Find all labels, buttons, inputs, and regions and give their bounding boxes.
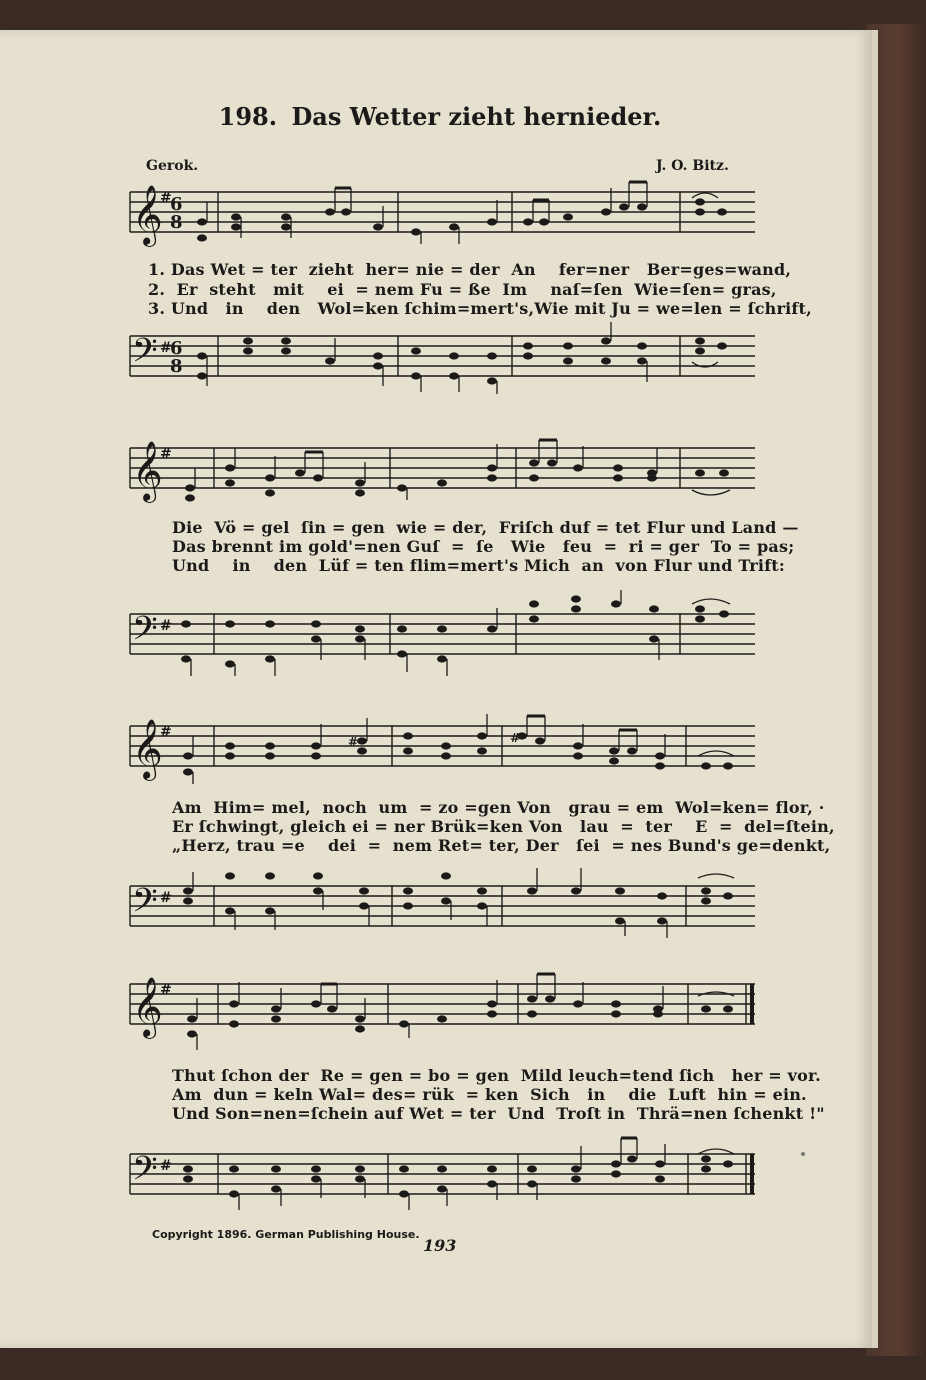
lyric-line: Und in den Lüf = ten flim=mert's Mich an von Flur und Trift: xyxy=(172,556,785,575)
svg-text:𝄢: 𝄢 xyxy=(132,332,158,378)
lyric-line: Die Vö = gel ſin = gen wie = der, Friſch duf = tet Flur und Land — xyxy=(172,518,799,537)
lyric-line: Thut ſchon der Re = gen = bo = gen Mild leuch=tend ſich her = vor. xyxy=(172,1066,821,1085)
svg-text:8: 8 xyxy=(170,356,183,377)
lyric-line: Und Son=nen=ſchein auf Wet = ter Und Troſt in Thrä=nen ſchenkt !" xyxy=(172,1104,825,1123)
svg-text:𝄞: 𝄞 xyxy=(132,977,163,1037)
lyric-line: Am dun = keln Wal= des= rük = ken Sich in die Luft hin = ein. xyxy=(172,1085,807,1104)
svg-text:#: # xyxy=(160,618,172,634)
svg-text:6: 6 xyxy=(170,194,183,215)
bass-staff-3 xyxy=(120,864,760,954)
text-author: Gerok. xyxy=(146,158,199,174)
svg-text:#: # xyxy=(160,890,172,906)
svg-text:𝄢: 𝄢 xyxy=(132,610,158,656)
svg-text:𝄢: 𝄢 xyxy=(132,1150,158,1196)
copyright-notice: Copyright 1896. German Publishing House. xyxy=(152,1228,420,1241)
svg-text:𝄢: 𝄢 xyxy=(132,882,158,928)
svg-text:#: # xyxy=(510,731,521,745)
music-author: J. O. Bitz. xyxy=(656,158,729,174)
svg-text:𝄞: 𝄞 xyxy=(132,185,163,245)
treble-staff-2 xyxy=(120,434,760,514)
svg-text:#: # xyxy=(348,735,359,749)
hymn-number: 198. xyxy=(218,102,278,131)
page-number: 193 xyxy=(423,1236,457,1255)
hymn-title xyxy=(0,102,880,131)
treble-staff-3 xyxy=(120,712,760,792)
bass-staff-4 xyxy=(120,1130,760,1220)
hymn-title-text: Das Wetter zieht hernieder. xyxy=(291,102,662,131)
svg-text:#: # xyxy=(160,982,172,998)
lyric-line: Am Him= mel, noch um = zo =gen Von grau = em Wol=ken= flor, · xyxy=(172,798,825,817)
svg-text:#: # xyxy=(160,446,172,462)
lyric-line: „Herz, trau =e dei = nem Ret= ter, Der ſei = nes Bund's ge=denkt, xyxy=(172,836,831,855)
lyric-line: 3. Und in den Wol=ken ſchim=mert's,Wie mit Ju = we=len = ſchrift, xyxy=(148,299,812,318)
svg-text:𝄞: 𝄞 xyxy=(132,441,163,501)
lyric-line: Das brennt im gold'=nen Guſ = ſe Wie feu = ri = ger To = pas; xyxy=(172,537,795,556)
lyric-line: Er ſchwingt, gleich ei = ner Brük=ken Von lau = ter E = del=ſtein, xyxy=(172,817,835,836)
svg-text:8: 8 xyxy=(170,212,183,233)
svg-text:#: # xyxy=(160,340,172,356)
svg-text:#: # xyxy=(160,724,172,740)
lyric-line: 1. Das Wet = ter zieht her= nie = der An fer=ner Ber=ges=wand, xyxy=(148,260,792,279)
treble-staff-4 xyxy=(120,966,760,1056)
svg-text:6: 6 xyxy=(170,338,183,359)
svg-text:𝄞: 𝄞 xyxy=(132,719,163,779)
bass-staff-2 xyxy=(120,590,760,680)
lyric-line: 2. Er steht mit ei = nem Fu = ße Im naſ=ſen Wie=ſen= gras, xyxy=(148,280,777,299)
paper-speck xyxy=(801,1152,805,1156)
treble-staff-1 xyxy=(120,178,760,258)
svg-text:#: # xyxy=(160,190,172,206)
bass-staff-1 xyxy=(120,322,760,402)
svg-text:#: # xyxy=(160,1158,172,1174)
